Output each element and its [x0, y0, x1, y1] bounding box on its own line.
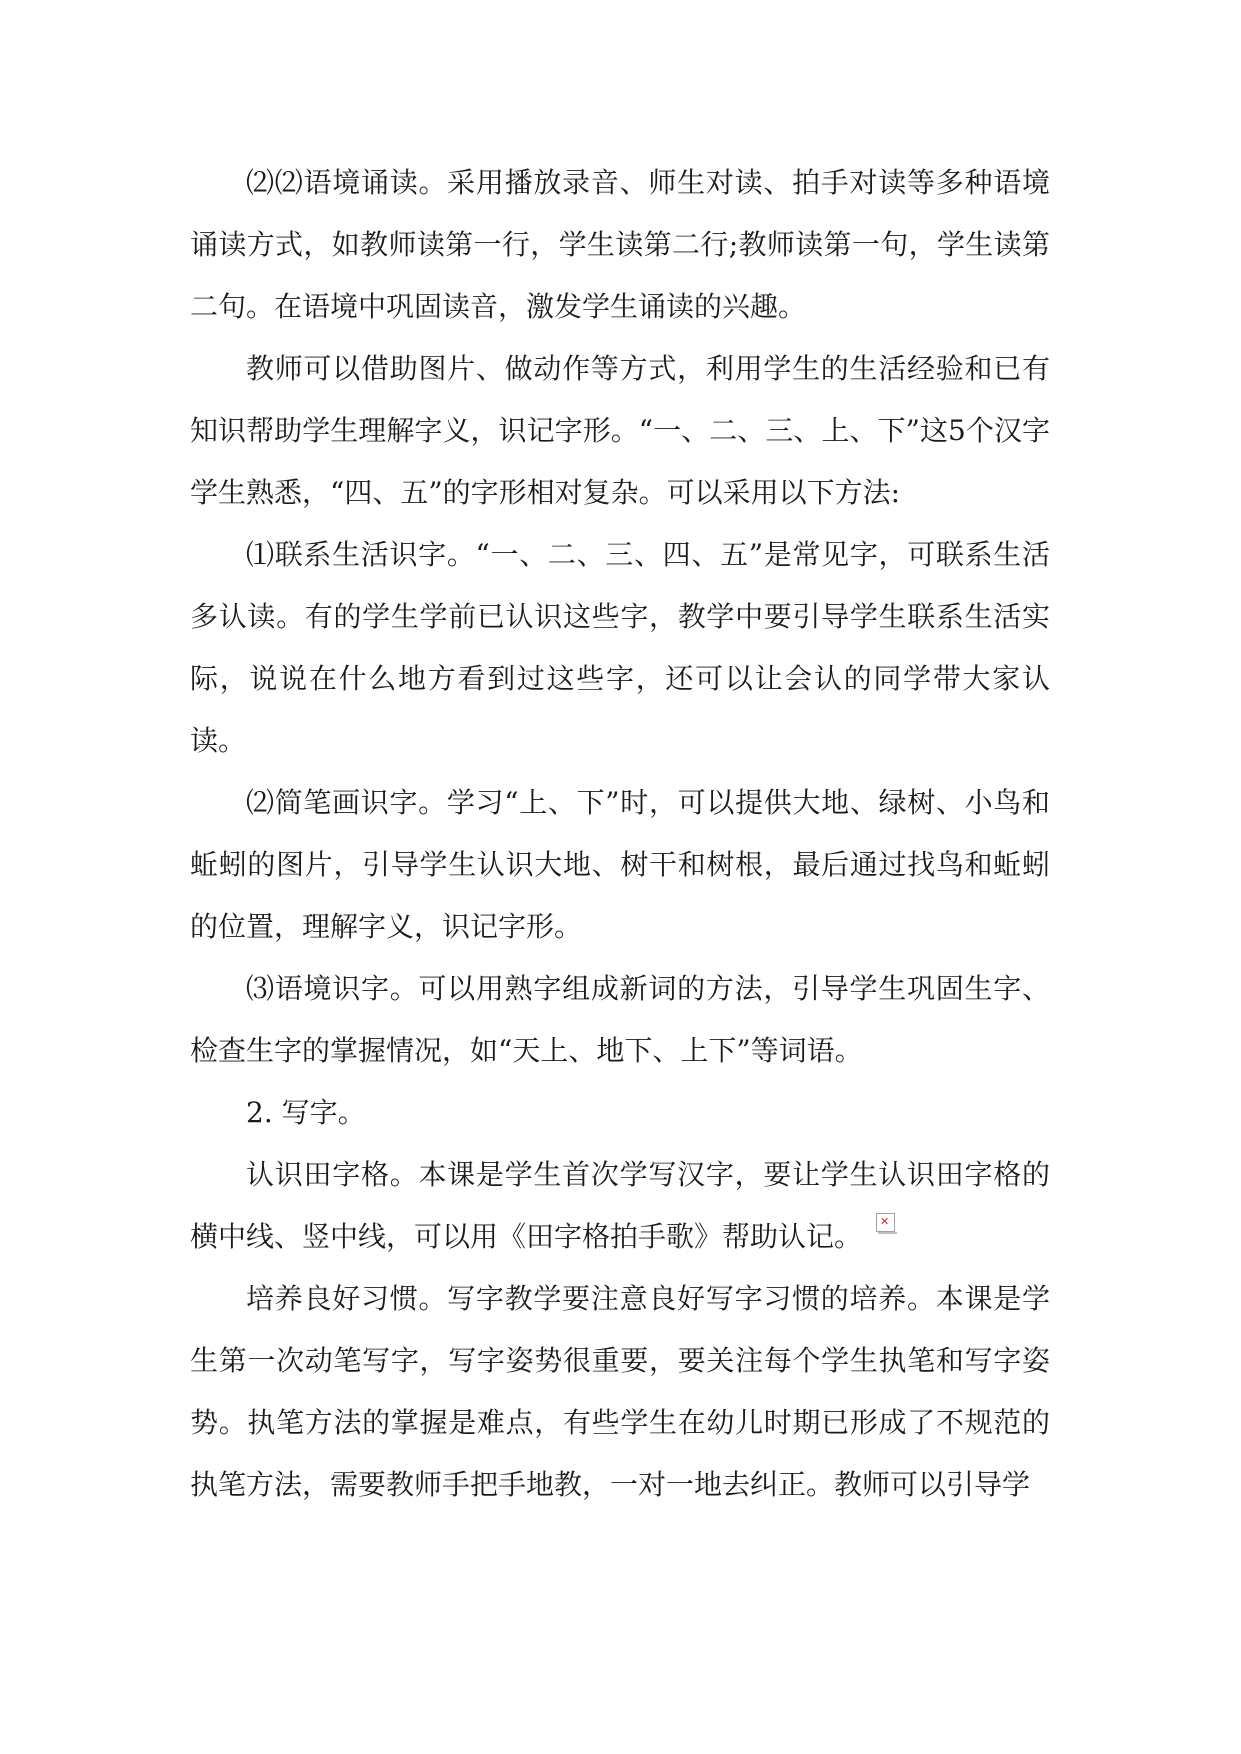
paragraph-tianzige	[190, 1144, 1050, 1268]
paragraph-teaching-aids: 教师可以借助图片、做动作等方式，利用学生的生活经验和已有知识帮助学生理解字义，识记字形。“一、二、三、上、下”这5个汉字学生熟悉，“四、五”的字形相对复杂。可以采用以下方法:	[190, 352, 1050, 509]
paragraph-tianzige-text: 认识田字格。本课是学生首次学写汉字，要让学生认识田字格的横中线、竖中线，可以用《田字格拍手歌》帮助认记。	[190, 1158, 1050, 1253]
paragraph-sketch-literacy: ⑵简笔画识字。学习“上、下”时，可以提供大地、绿树、小鸟和蚯蚓的图片，引导学生认识大地、树干和树根，最后通过找鸟和蚯蚓的位置，理解字义，识记字形。	[190, 786, 1050, 943]
paragraph-context-literacy: ⑶语境识字。可以用熟字组成新词的方法，引导学生巩固生字、检查生字的掌握情况，如“天上、地下、上下”等词语。	[190, 972, 1050, 1067]
paragraph-context-recitation: ⑵⑵语境诵读。采用播放录音、师生对读、拍手对读等多种语境诵读方式，如教师读第一行，学生读第二行;教师读第一句，学生读第二句。在语境中巩固读音，激发学生诵读的兴趣。	[190, 166, 1050, 323]
section-heading-writing: 2. 写字。	[246, 1096, 366, 1129]
document-body	[190, 152, 1050, 1516]
paragraph-life-literacy: ⑴联系生活识字。“一、二、三、四、五”是常见字，可联系生活多认读。有的学生学前已认识这些字，教学中要引导学生联系生活实际，说说在什么地方看到过这些字，还可以让会认的同学带大家认读。	[190, 538, 1050, 757]
broken-image-icon: ✕	[876, 1213, 895, 1232]
paragraph-good-habits: 培养良好习惯。写字教学要注意良好写字习惯的培养。本课是学生第一次动笔写字，写字姿势很重要，要关注每个学生执笔和写字姿势。执笔方法的掌握是难点，有些学生在幼儿时期已形成了不规范的执笔方法，需要教师手把手地教，一对一地去纠正。教师可以引导学	[190, 1282, 1050, 1501]
